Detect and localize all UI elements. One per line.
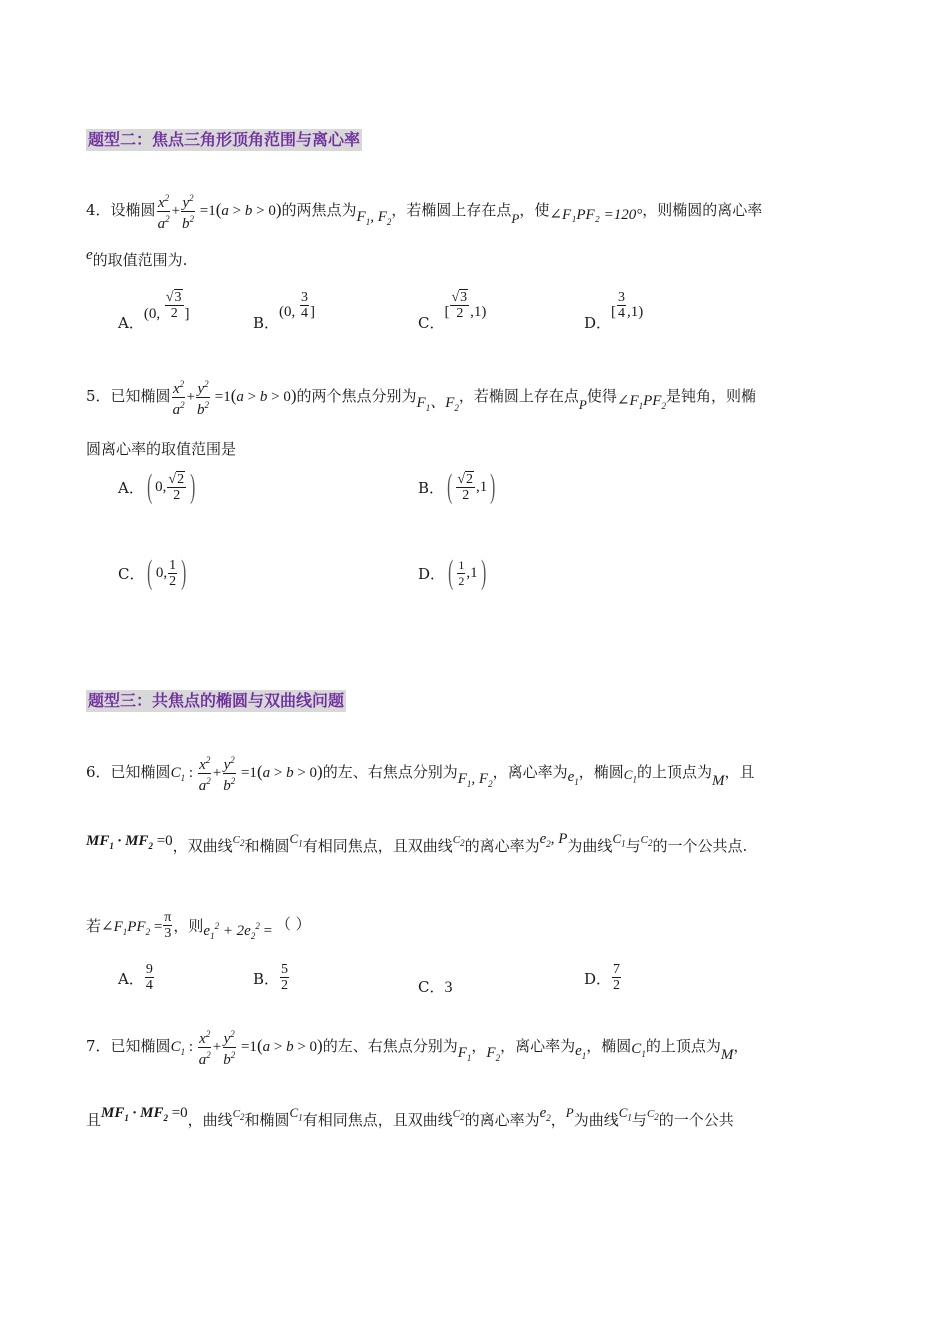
question-number: 7． <box>86 1037 111 1055</box>
math-frac: $\frac{y^2}{b^2}$ <box>182 192 195 232</box>
math-frac: $\frac{x^2}{a^2}$ <box>157 192 170 232</box>
q4-option-d[interactable]: D．[ $\frac{3}{4}$ ,1) <box>584 290 644 332</box>
section-title-type3: 题型三：共焦点的椭圆与双曲线问题 <box>88 691 345 710</box>
question-5-line1: 5．已知椭圆 $\frac{x^2}{a^2}$ + $\frac{y^2}{b^2}$ =1(a > b > 0)的两个焦点分别为$F_1$、$F_2$，若椭圆上存在点P使得$\angle F_1PF_2$是钝角，则椭 <box>86 378 756 418</box>
q5-option-d[interactable]: D．( $\frac{1}{2}$ ,1) <box>418 554 486 591</box>
q5-option-b[interactable]: B．( $\frac{√2}{2}$ ,1) <box>418 468 496 505</box>
q6-option-c[interactable]: C．3 <box>418 978 453 996</box>
angle-expr: ∠F₁PF₂ =120° <box>549 207 643 223</box>
q5-option-a[interactable]: A．( 0, $\frac{√2}{2}$ ) <box>118 468 196 505</box>
question-7-line1: 7．已知椭圆$C_1$ : $\frac{x^2}{a^2}$ + $\frac{y^2}{b^2}$ =1(a > b > 0)的左、右焦点分别为$F_1$，$F_2$，离心率为$e_1$，椭圆$C_1$的上顶点为M， <box>86 1028 749 1068</box>
section-title-type2: 题型二：焦点三角形顶角范围与离心率 <box>88 130 361 149</box>
question-number: 4． <box>86 201 111 219</box>
q4-option-a[interactable]: A．(0, $\frac{√3}{2}$ ] <box>118 290 190 332</box>
question-6-line1: 6．已知椭圆$C_1$ : $\frac{x^2}{a^2}$ + $\frac{y^2}{b^2}$ =1(a > b > 0)的左、右焦点分别为$F_1$, $F_2$，离心率为$e_1$，椭圆$C_1$的上顶点为M，且 <box>86 754 755 794</box>
q4-option-c[interactable]: C．[ $\frac{√3}{2}$ ,1) <box>418 290 487 332</box>
question-6-line3: 若$\angle F_1PF_2$ = $\frac{\pi}{3}$ ，则$e_1^2 + 2e_2^2$ = （ ） <box>86 909 311 941</box>
q6-option-d[interactable]: D． $\frac{7}{2}$ <box>584 962 621 993</box>
q4-option-b[interactable]: B．(0, $\frac{3}{4}$ ] <box>253 290 316 332</box>
q6-option-b[interactable]: B． $\frac{5}{2}$ <box>253 962 289 993</box>
question-4-line2: e的取值范围为. <box>86 247 188 269</box>
question-4-line1: 4．设椭圆 $\frac{x^2}{a^2}$ + $\frac{y^2}{b^2}$ =1(a > b > 0)的两焦点为$F_1$, $F_2$，若椭圆上存在点P，使∠F₁PF₂ =120°，则椭圆的离心率 <box>86 192 763 232</box>
q6-option-a[interactable]: A． $\frac{9}{4}$ <box>118 962 153 993</box>
q5-option-c[interactable]: C．( 0, $\frac{1}{2}$ ) <box>118 554 187 591</box>
question-number: 6． <box>86 763 111 781</box>
question-5-line2: 圆离心率的取值范围是 <box>86 440 237 458</box>
question-number: 5． <box>86 387 111 405</box>
question-6-line2: $MF_1 \cdot MF_2 =0$，双曲线$^{C_2}$和椭圆$C_1$有相同焦点，且双曲线$^{C_2}$的离心率为$e_2$, P为曲线$C_1$与$^{C_2}$的一个公共点. <box>86 831 748 855</box>
question-7-line2: 且$MF_1 \cdot MF_2 =0$，曲线$^{C_2}$和椭圆$C_1$有相同焦点，且双曲线$^{C_2}$的离心率为$e_2$，P为曲线$C_1$与$^{C_2}$的一个公共 <box>86 1105 734 1129</box>
